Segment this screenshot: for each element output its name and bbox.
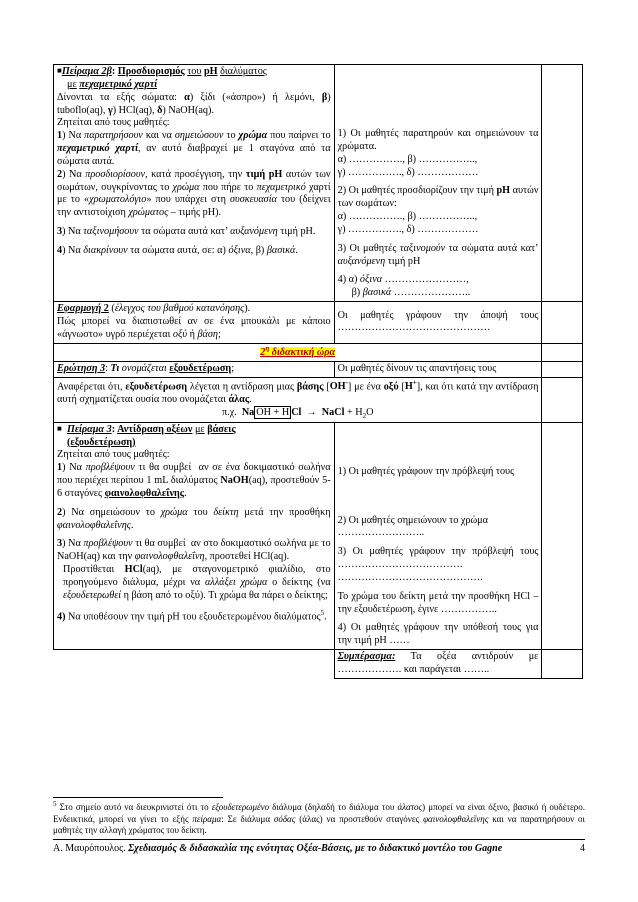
experiment-2b-cell: ■Πείραμα 2β: Προσδιορισμός του pH διαλύματος με πεχαμετρικό χαρτί Δίνονται τα εξής σώματα: α) ξίδι («άσπρο») ή λεμόνι, β) tuboflo(aq), γ) HCl(aq), δ) NaOH(aq). Ζητείται από τους μαθητές: 1) Να παρατηρήσουν και να σημειώσουν το χρώμα που παίρνει το πεχαμετρικό χαρτί, αν αυτό διαβραχεί με 1 σταγόνα από τα σώματα αυτά. 2) Να προσδιορίσουν, κατά προσέγγιση, την τιμή pH αυτών των σωμάτων, συγκρίνοντας το χρώμα που πήρε το πεχαμετρικό χαρτί με το «χρωματολόγιο» που υπάρχει στη συσκευασία του (δείχνει την αντιστοίχιση χρώματος – τιμής pH). 3) Να ταξινομήσουν τα σώματα αυτά κατ’ αυξανόμενη τιμή pH. 4) Να διακρίνουν τα σώματα αυτά, σε: α) όξινα, β) βασικά. [54, 65, 335, 302]
neutralization-row [54, 377, 583, 422]
application-2-response [334, 302, 542, 344]
response-2-blanks-cd: γ) ……………., δ) ……………… [337, 223, 479, 235]
conclusion-cell [334, 650, 542, 679]
footer-rule [53, 839, 585, 840]
bullet-square-icon: ■ [57, 66, 62, 75]
notes-cell [542, 343, 583, 361]
lesson-plan-table [53, 64, 583, 679]
exp3-response-3c: Το χρώμα του δείκτη μετά την προσθήκη HCl – την εξουδετέρωση, έγινε …………….. [337, 590, 539, 615]
neutralization-example: π.χ. Na OH + H Cl → NaCl + $H_2O$ [221, 406, 374, 420]
application-2-text: Πώς μπορεί να διαπιστωθεί αν σε ένα μπουκάλι με κάποιο «άγνωστο» υγρό περιέχεται οξύ ή βάση; [57, 315, 331, 340]
teaching-hour-heading: $2^\eta$ διδακτική ώρα [54, 343, 542, 361]
notes-cell [542, 650, 583, 679]
response-3: 3) Οι μαθητές ταξινομούν τα σώματα αυτά κατ’ αυξανόμενη τιμή pH [337, 242, 539, 267]
experiment-3-title: ■ Πείραμα 3: Αντίδραση οξέων με βάσεις [57, 423, 236, 435]
page-footer [53, 843, 585, 856]
footnote: $^5$ Στο σημείο αυτό να διευκρινιστεί ότι το εξουδετερωμένο διάλυμα (δηλαδή το διάλυμα του άλατος) μπορεί να είναι όξινο, βασικό ή ουδέτερο. Ενδεικτικά, μπορεί να γίνει το εξής πείραμα: Σε διάλυμα σόδας (άλας) να προστεθούν σταγόνες φαινολοφθαλεΐνης και να παρατηρήσουν οι μαθητές την αλλαγή χρώματος του δείκτη. [53, 800, 586, 836]
application-2-cell [54, 302, 335, 344]
experiment-3-step-4: 4) Να υποθέσουν την τιμή pH του εξουδετερωμένου διαλύματος$^5$. [57, 608, 327, 623]
experiment-3-row [54, 422, 583, 649]
application-2-response-text: Οι μαθητές γράφουν την άποψή τους ……………………………………… [337, 309, 539, 334]
experiment-2b-step-1: 1) Να παρατηρήσουν και να σημειώσουν το χρώμα που παίρνει το πεχαμετρικό χαρτί, αν αυτό διαβραχεί με 1 σταγόνα από τα σώματα αυτά. [57, 130, 331, 167]
teaching-hour-row [54, 343, 583, 361]
exp3-response-2-blank: …………………….. [337, 527, 425, 539]
experiment-2b-step-4: 4) Να διακρίνουν τα σώματα αυτά, σε: α) όξινα, β) βασικά. [57, 244, 298, 256]
exp3-response-3-blank: ……………………………………. [337, 571, 483, 583]
experiment-3-step-2: 2) Να σημειώσουν το χρώμα του δείκτη μετά την προσθήκη φαινολοφθαλεΐνης. [57, 506, 331, 531]
experiment-2b-step-2: 2) Να προσδιορίσουν, κατά προσέγγιση, την τιμή pH αυτών των σωμάτων, συγκρίνοντας το χρώμα που πήρε το πεχαμετρικό χαρτί με το «χρωματολόγιο» που υπάρχει στη συσκευασία του (δείχνει την αντιστοίχιση χρώματος – τιμής pH). [57, 168, 331, 219]
experiment-2b-row [54, 65, 583, 302]
question-3-cell [54, 361, 335, 377]
experiment-3-step-3b: Προστίθεται HCl(aq), με σταγονομετρικό φιαλίδιο, στο προηγούμενο διάλυμα, μέχρι να αλλάξει χρώμα ο δείκτης (να εξουδετερωθεί η βάση από το οξύ). Τι χρώμα θα πάρει ο δείκτης; [63, 564, 331, 601]
response-2: 2) Οι μαθητές προσδιορίζουν την τιμή pH αυτών των σωμάτων: [337, 185, 539, 210]
notes-cell [542, 377, 583, 422]
footnote-rule [53, 797, 223, 798]
experiment-3-step-3: 3) Να προβλέψουν τι θα συμβεί αν στο δοκιμαστικό σωλήνα με το NaOH(aq) και την φαινολοφθαλεΐνη, προστεθεί HCl(aq). [57, 538, 331, 563]
response-4-b: β) βασικά ………………….. [351, 287, 471, 299]
application-2-title: Εφαρμογή 2 (έλεγχος του βαθμού κατανόησης). [57, 303, 251, 315]
experiment-3-step-1: 1) Να προβλέψουν τι θα συμβεί αν σε ένα δοκιμαστικό σωλήνα που περιέχει περίπου 1 mL διαλύματος NaOH(aq), προστεθούν 5-6 σταγόνες φαινολοφθαλεΐνης. [57, 462, 331, 499]
experiment-3-cell: ■ Πείραμα 3: Αντίδραση οξέων με βάσεις (εξουδετέρωση) Ζητείται από τους μαθητές: 1) Να προβλέψουν τι θα συμβεί αν σε ένα δοκιμαστικό σωλήνα που περιέχει περίπου 1 mL διαλύματος NaOH(aq), προστεθούν 5-6 σταγόνες φαινολοφθαλεΐνης. 2) Να σημειώσουν το χρώμα του δείκτη μετά την προσθήκη φαινολοφθαλεΐνης. 3) Να προβλέψουν τι θα συμβεί αν στο δοκιμαστικό σωλήνα με το NaOH(aq) και την φαινολοφθαλεΐνη, προστεθεί HCl(aq). Προστίθεται HCl(aq), με σταγονομετρικό φιαλίδιο, στο προηγούμενο διάλυμα, μέχρι να αλλάξει χρώμα ο δείκτης (να εξουδετερωθεί η βάση από το οξύ). Τι χρώμα θα πάρει ο δείκτης; 4) Να υποθέσουν την τιμή pH του εξουδετερωμένου διαλύματος$^5$. [54, 422, 335, 649]
footer-text: Α. Μαυρόπουλος. Σχεδιασμός & διδασκαλία της ενότητας Οξέα-Βάσεις, με το διδακτικό μοντέλο του Gagne [53, 843, 503, 854]
response-2-blanks-ab: α) ……………., β) …………….., [337, 211, 478, 223]
conclusion-row [54, 650, 583, 679]
experiment-2b-responses [334, 65, 542, 302]
experiment-2b-title: ■Πείραμα 2β: Προσδιορισμός του pH διαλύματος [57, 66, 267, 77]
response-1: 1) Οι μαθητές παρατηρούν και σημειώνουν τα χρώματα. [337, 128, 539, 152]
experiment-2b-given: Δίνονται τα εξής σώματα: α) ξίδι («άσπρο») ή λεμόνι, β) tuboflo(aq), γ) HCl(aq), δ) NaOH(aq). [57, 91, 331, 116]
notes-cell [542, 422, 583, 649]
bullet-square-icon: ■ [57, 423, 62, 433]
neutralization-cell [54, 377, 542, 422]
response-1-blanks-cd: γ) ……………., δ) ……………… [337, 166, 479, 178]
exp3-response-2: 2) Οι μαθητές σημειώνουν το χρώμα [337, 514, 488, 526]
application-2-row [54, 302, 583, 344]
notes-cell [542, 65, 583, 302]
response-1-blanks-ab: α) ……………., β) …………….., [337, 153, 478, 165]
experiment-3-responses [334, 422, 542, 649]
exp3-response-1: 1) Οι μαθητές γράφουν την πρόβλεψή τους [337, 465, 515, 477]
response-4: 4) α) όξινα ……………………, [337, 274, 469, 286]
exp3-response-3: 3) Οι μαθητές γράφουν την πρόβλεψή τους ………………………………. [337, 546, 539, 571]
notes-cell [542, 361, 583, 377]
question-3-text: Ερώτηση 3: Τι ονομάζεται εξουδετέρωση; [57, 362, 235, 374]
question-3-row [54, 361, 583, 377]
conclusion-text: Συμπέρασμα: Τα οξέα αντιδρούν με ………………. και παράγεται …….. [337, 651, 539, 675]
exp3-response-4: 4) Οι μαθητές γράφουν την υπόθεσή τους για την τιμή pH …… [337, 622, 539, 647]
notes-cell [542, 302, 583, 344]
neutralization-text: Αναφέρεται ότι, εξουδετέρωση λέγεται η αντίδραση μιας βάσης [OH-] με ένα οξύ [H+], και ότι κατά την αντίδραση αυτή σχηματίζεται ουσία που ονομάζεται άλας. [57, 378, 539, 405]
page-number: 4 [580, 843, 585, 854]
experiment-2b-step-3: 3) Να ταξινομήσουν τα σώματα αυτά κατ’ αυξανόμενη τιμή pH. [57, 226, 316, 238]
question-3-response-text: Οι μαθητές δίνουν τις απαντήσεις τους [337, 362, 497, 374]
question-3-response [334, 361, 542, 377]
conclusion-empty-cell [54, 650, 335, 679]
experiment-3-asked: Ζητείται από τους μαθητές: [57, 449, 170, 461]
experiment-2b-asked: Ζητείται από τους μαθητές: [57, 117, 170, 129]
